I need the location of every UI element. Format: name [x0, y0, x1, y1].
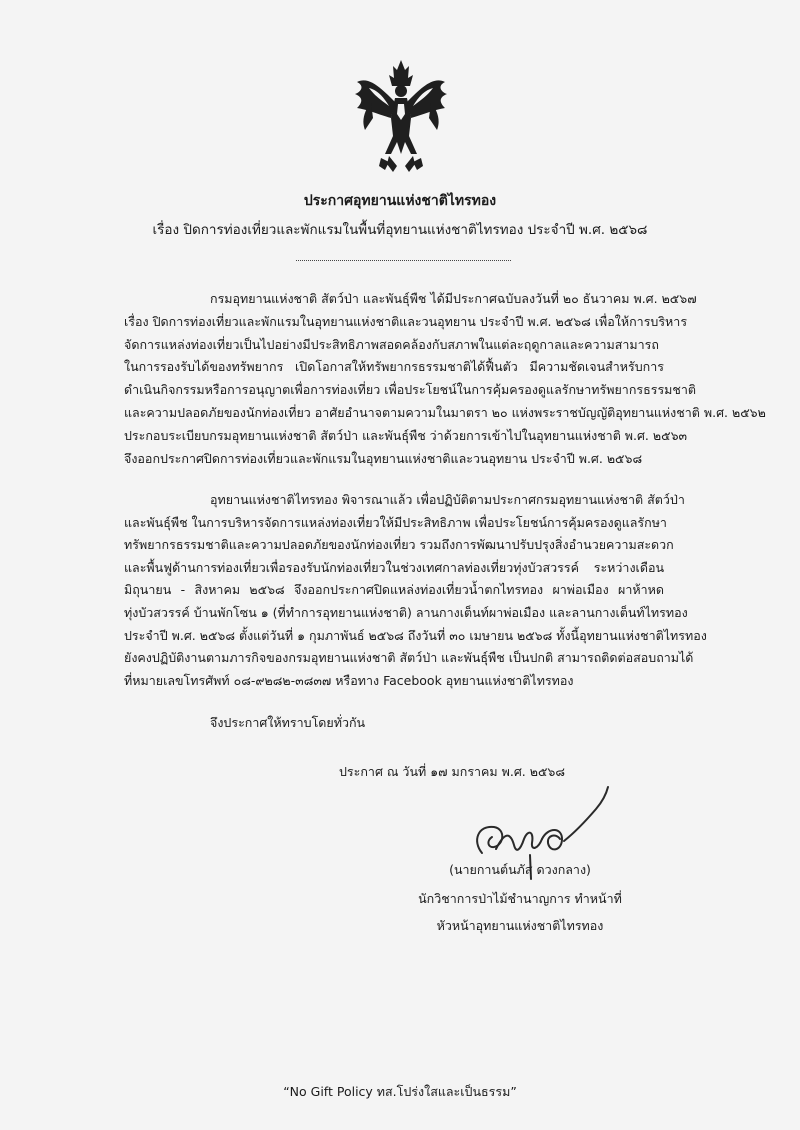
body-line: และพันธุ์พืช ในการบริหารจัดการแหล่งท่องเที่ยวให้มีประสิทธิภาพ เพื่อประโยชน์การคุ้มครองดูแลรักษา	[124, 514, 667, 530]
body-line: และพื้นฟูด้านการท่องเที่ยวเพื่อรองรับนักท่องเที่ยวในช่วงเทศกาลท่องเที่ยวทุ่งบัวสวรรค์ ระหว่างเดือน	[124, 559, 664, 575]
body-line: ทุ่งบัวสวรรค์ บ้านพักโซน ๑ (ที่ทำการอุทยานแห่งชาติ) ลานกางเต็นท์ผาพ่อเมือง และลานกางเต็นท์ไทรทอง	[124, 604, 688, 620]
body-line: ประกอบระเบียบกรมอุทยานแห่งชาติ สัตว์ป่า และพันธุ์พืช ว่าด้วยการเข้าไปในอุทยานแห่งชาติ พ.ศ. ๒๕๖๓	[124, 427, 688, 443]
announcement-title: ประกาศอุทยานแห่งชาติไทรทอง	[303, 193, 497, 209]
no-gift-policy-footer: “No Gift Policy ทส.โปร่งใสและเป็นธรรม”	[283, 1084, 517, 1099]
body-line: ที่หมายเลขโทรศัพท์ ๐๘-๙๒๘๒-๓๘๓๗ หรือทาง Facebook อุทยานแห่งชาติไทรทอง	[124, 672, 574, 688]
body-line: ดำเนินกิจกรรมหรือการอนุญาตเพื่อการท่องเที่ยว เพื่อประโยชน์ในการคุ้มครองดูแลรักษาทรัพยากรธรรมชาติ	[124, 382, 697, 398]
body-line: กรมอุทยานแห่งชาติ สัตว์ป่า และพันธุ์พืช ได้มีประกาศฉบับลงวันที่ ๒๐ ธันวาคม พ.ศ. ๒๕๖๗	[210, 291, 697, 306]
body-line: ทรัพยากรธรรมชาติและความปลอดภัยของนักท่องเที่ยว รวมถึงการพัฒนาปรับปรุงสิ่งอำนวยความสะดวก	[124, 537, 674, 553]
signer-unit: หัวหน้าอุทยานแห่งชาติไทรทอง	[436, 918, 604, 933]
body-line: ในการรองรับได้ของทรัพยากร เปิดโอกาสให้ทรัพยากรธรรมชาติได้ฟื้นตัว มีความชัดเจนสำหรับการ	[124, 359, 664, 375]
body-paragraph-1	[124, 288, 766, 470]
body-line: และความปลอดภัยของนักท่องเที่ยว อาศัยอำนาจตามความในมาตรา ๒๐ แห่งพระราชบัญญัติอุทยานแห่งชาติ พ.ศ. ๒๕๖๒	[124, 404, 766, 420]
signer-name: (นายกานต์นภัส ดวงกลาง)	[449, 862, 591, 877]
announcement-date: ประกาศ ณ วันที่ ๑๗ มกราคม พ.ศ. ๒๕๖๘	[339, 764, 566, 779]
signer-position: นักวิชาการป่าไม้ชำนาญการ ทำหน้าที่	[418, 891, 622, 906]
body-line: อุทยานแห่งชาติไทรทอง พิจารณาแล้ว เพื่อปฏิบัติตามประกาศกรมอุทยานแห่งชาติ สัตว์ป่า	[210, 492, 685, 507]
garuda-emblem-icon	[351, 58, 451, 176]
body-line: จึงออกประกาศปิดการท่องเที่ยวและพักแรมในอุทยานแห่งชาติและวนอุทยาน ประจำปี พ.ศ. ๒๕๖๘	[124, 450, 643, 466]
closing-statement: จึงประกาศให้ทราบโดยทั่วกัน	[210, 715, 366, 730]
body-line: เรื่อง ปิดการท่องเที่ยวและพักแรมในอุทยานแห่งชาติและวนอุทยาน ประจำปี พ.ศ. ๒๕๖๘ เพื่อให้การบริหาร	[124, 313, 688, 329]
body-line: ยังคงปฏิบัติงานตามภารกิจของกรมอุทยานแห่งชาติ สัตว์ป่า และพันธุ์พืช เป็นปกติ สามารถติดต่อสอบถามได้	[124, 650, 694, 666]
dotted-divider	[296, 260, 511, 261]
body-paragraph-2	[124, 489, 707, 692]
announcement-subject: เรื่อง ปิดการท่องเที่ยวและพักแรมในพื้นที่อุทยานแห่งชาติไทรทอง ประจำปี พ.ศ. ๒๕๖๘	[152, 222, 648, 238]
body-line: ประจำปี พ.ศ. ๒๕๖๘ ตั้งแต่วันที่ ๑ กุมภาพันธ์ ๒๕๖๘ ถึงวันที่ ๓๐ เมษายน ๒๕๖๘ ทั้งนี้อุทยานแห่งชาติไทรทอง	[124, 627, 707, 643]
body-line: จัดการแหล่งท่องเที่ยวเป็นไปอย่างมีประสิทธิภาพสอดคล้องกับสภาพในแต่ละฤดูกาลและความสามารถ	[124, 336, 659, 352]
body-line: มิถุนายน - สิงหาคม ๒๕๖๘ จึงออกประกาศปิดแหล่งท่องเที่ยวน้ำตกไทรทอง ผาพ่อเมือง ผาห้าหด	[124, 582, 664, 598]
